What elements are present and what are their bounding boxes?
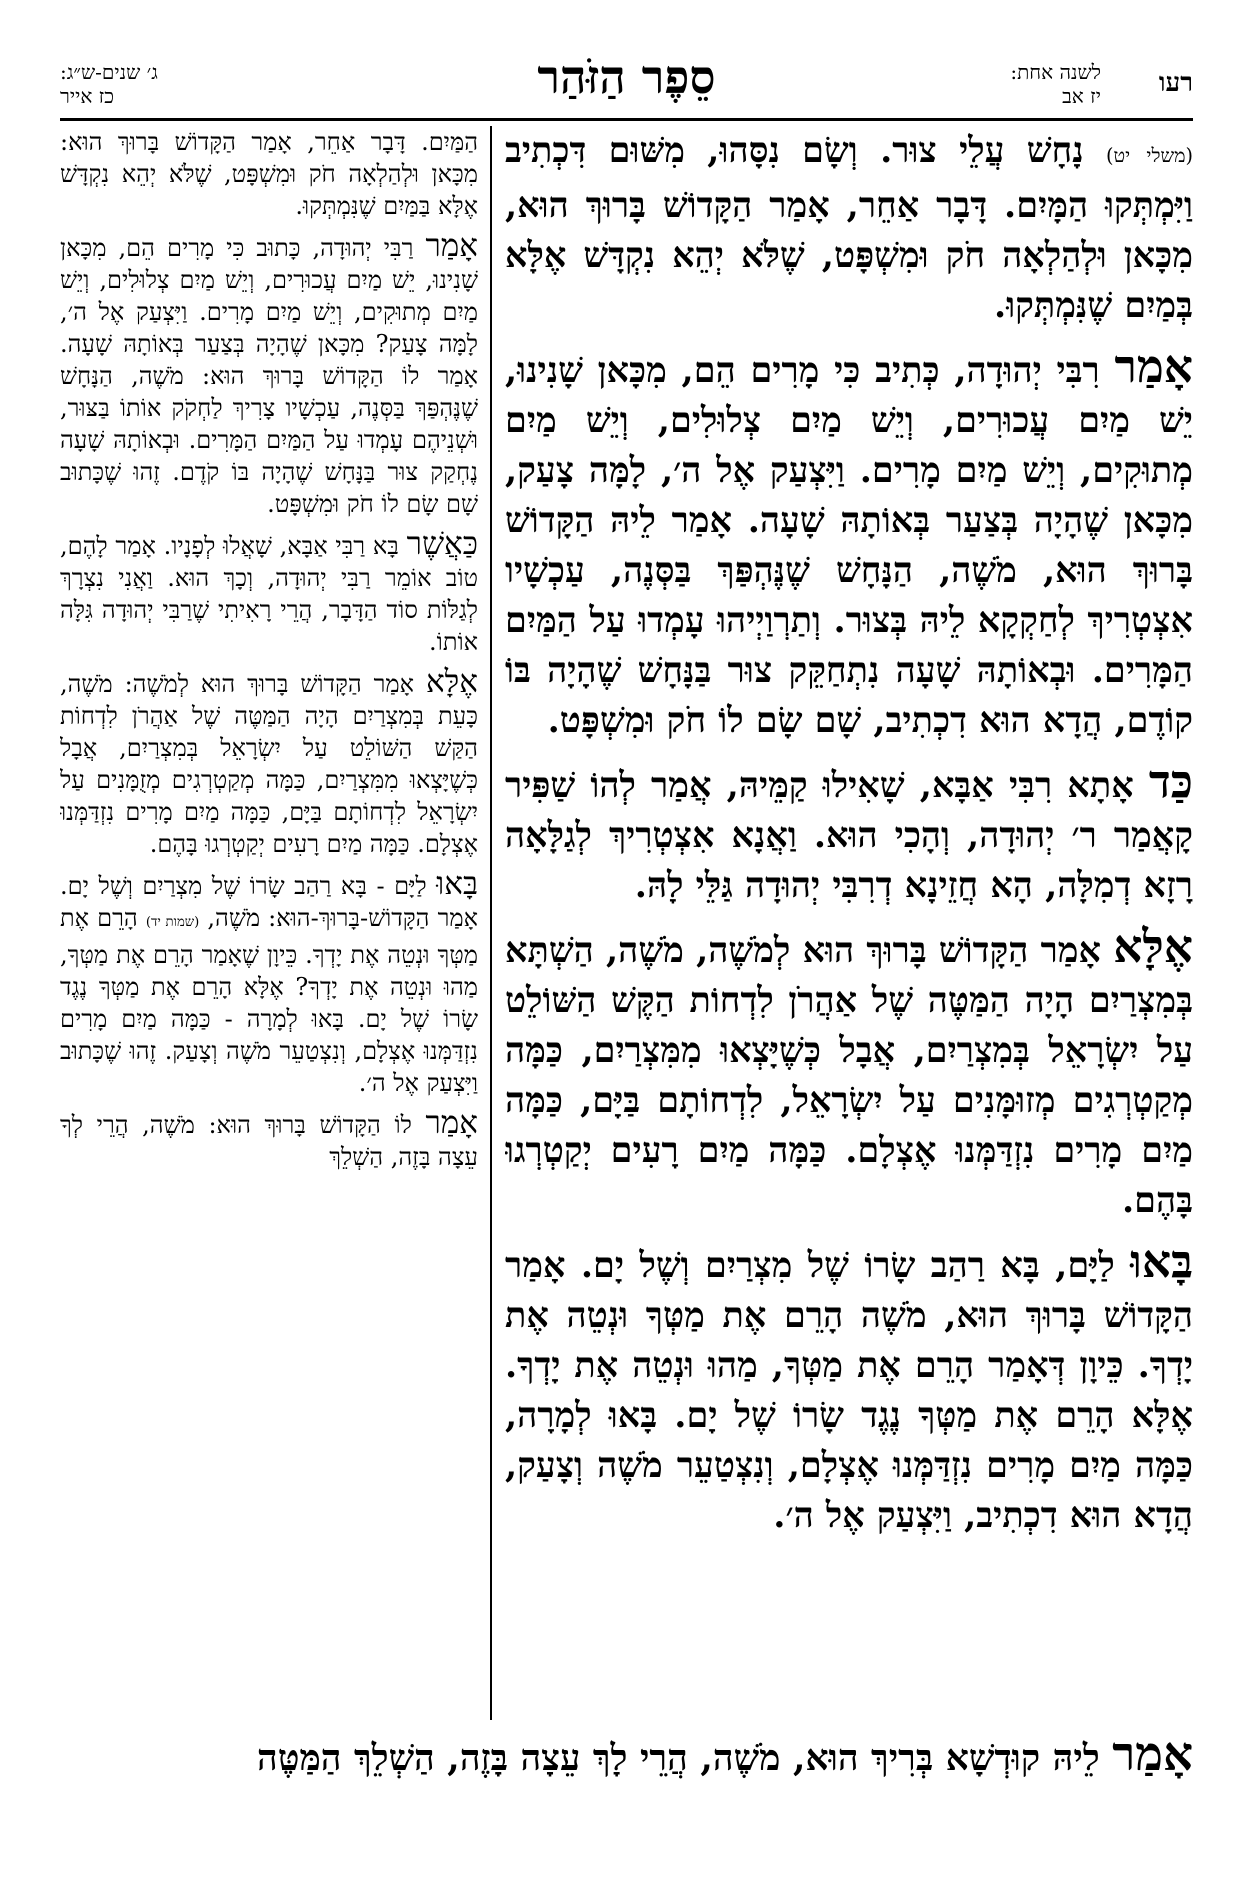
main-paragraph-4 — [505, 921, 1193, 1226]
source-citation: (שמות יד) — [145, 915, 200, 930]
page-number: רעו — [1158, 68, 1193, 98]
main-paragraph-2 — [505, 341, 1193, 746]
opening-word: אָמַר — [425, 228, 478, 264]
source-citation: (משלי יט) — [1105, 144, 1193, 167]
side-paragraph-2 — [60, 230, 478, 520]
main-paragraph-5 — [505, 1236, 1193, 1541]
paragraph-text: רַבִּי יְהוּדָה, כָּתוּב כִּי מָרִים הֵם, מִכָּאן שָׁנִינוּ, יֵשׁ מַיִם עֲכוּרִים, וְיֵשׁ מַיִם צְלוּלִים, וְיֵשׁ מַיִם מְתוּקִים, וְיֵשׁ מַיִם מָרִים. וַיִּצְעַק אֶל ה׳, לָמָּה צָעַק? מִכָּאן שֶׁהָיָה בְּצַעַר בְּאוֹתָהּ שָׁעָה. אָמַר לוֹ הַקָּדוֹשׁ בָּרוּךְ הוּא: מֹשֶׁה, הַנָּחָשׁ שֶׁנֶּהְפַּךְ בַּסְּנֶה, עַכְשָׁיו צָרִיךְ לַחְקֹק אוֹתוֹ בַּצּוּר, וּשְׁנֵיהֶם עָמְדוּ עַל הַמַּיִם הַמָּרִים. וּבְאוֹתָהּ שָׁעָה נֶחְקַק צוּר בַּנָּחָשׁ שֶׁהָיָה בּוֹ קֹדֶם. זֶהוּ שֶׁכָּתוּב שָׁם שָׂם לוֹ חֹק וּמִשְׁפָּט. — [60, 234, 478, 518]
paragraph-text: לוֹ הַקָּדוֹשׁ בָּרוּךְ הוּא: מֹשֶׁה, הֲרֵי לְךָ עֵצָה בָּזֶה, הַשְׁלֵךְ — [60, 1111, 478, 1171]
column-divider — [490, 126, 492, 1720]
page-header — [60, 48, 1193, 118]
opening-word: כַּאֲשֶׁר — [406, 526, 478, 562]
cycle-label: ג׳ שנים-ש״ג: — [60, 60, 158, 84]
book-title: סֵפֶר הַזֹּהַר — [537, 50, 716, 104]
paragraph-text: הַמַּיִם. דָּבָר אַחֵר, אָמַר הַקָּדוֹשׁ בָּרוּךְ הוּא: מִכָּאן וּלְהַלְאָה חֹק וּמִשְׁפָּט, שֶׁלֹּא יְהֵא נִקְדָּשׁ אֶלָּא בַּמַּיִם שֶׁנִּמְתְּקוּ. — [60, 128, 478, 220]
main-paragraph-3 — [505, 756, 1193, 911]
header-divider — [60, 118, 1193, 121]
side-paragraph-3 — [60, 528, 478, 658]
opening-word: אָמַר — [425, 1105, 478, 1141]
paragraph-text: רִבִּי יְהוּדָה, כְּתִיב כִּי מָרִים הֵם, מִכָּאן שָׁנִינוּ, יֵשׁ מַיִם עֲכוּרִים, וְיֵשׁ מַיִם צְלוּלִים, וְיֵשׁ מַיִם מְתוּקִים, וְיֵשׁ מַיִם מָרִים. וַיִּצְעַק אֶל ה׳, לָמָּה צָעַק, מִכָּאן שֶׁהָיָה בְּצַעַר בְּאוֹתָהּ שָׁעָה. אָמַר לֵיהּ הַקָּדוֹשׁ בָּרוּךְ הוּא, מֹשֶׁה, הַנָּחָשׁ שֶׁנֶּהְפַּךְ בַּסְּנֶה, עַכְשָׁיו אִצְטְרִיךְ לְחַקְקָא לֵיהּ בְּצוּר. וְתַרְוַיְיהוּ עָמְדוּ עַל הַמַּיִם הַמָּרִים. וּבְאוֹתָהּ שָׁעָה נִתְחַקֵּק צוּר בַּנָּחָשׁ שֶׁהָיָה בּוֹ קוֹדֶם, הֲדָא הוּא דִכְתִיב, שָׁם שָׂם לוֹ חֹק וּמִשְׁפָּט. — [505, 350, 1193, 741]
paragraph-text: לַיָּם, בָּא רַהַב שָׂרוֹ שֶׁל מִצְרַיִם וְשֶׁל יָם. אָמַר הַקָּדוֹשׁ בָּרוּךְ הוּא, מֹשֶׁה הָרֵם אֶת מַטְּךָ וּנְטֵה אֶת יָדְךָ. כֵּיוָן דְּאָמַר הָרֵם אֶת מַטְּךָ, מַהוּ וּנְטֵה אֶת יָדְךָ. אֶלָּא הָרֵם אֶת מַטְּךָ נֶגֶד שָׂרוֹ שֶׁל יָם. בָּאוּ לְמָרָה, כַּמָּה מַיִם מָרִים נִזְדַּמְּנוּ אֶצְלָם, וְנִצְטַעֵר מֹשֶׁה וְצָעַק, הֲדָא הוּא דִכְתִיב, וַיִּצְעַק אֶל ה׳. — [505, 1245, 1193, 1536]
paragraph-text: הָרֵם אֶת מַטְּךָ וּנְטֵה אֶת יָדְךָ. כֵּיוָן שֶׁאָמַר הָרֵם אֶת מַטְּךָ, מַהוּ וּנְטֵה אֶת יָדְךָ? אֶלָּא הָרֵם אֶת מַטְּךָ נֶגֶד שָׂרוֹ שֶׁל יָם. בָּאוּ לְמָרָה - כַּמָּה מַיִם מָרִים נִזְדַּמְּנוּ אֶצְלָם, וְנִצְטַעֵר מֹשֶׁה וְצָעַק. זֶהוּ שֶׁכָּתוּב וַיִּצְעַק אֶל ה׳. — [60, 904, 478, 1097]
opening-word: בָּאוּ — [1130, 1234, 1193, 1288]
paragraph-text: לֵיהּ קוּדְשָׁא בְּרִיךְ הוּא, מֹשֶׁה, הֲרֵי לָךְ עֵצָה בָּזֶה, הַשְׁלֵךְ הַמַּטֶּה — [257, 1737, 1100, 1779]
opening-word: בָּאוּ — [436, 866, 478, 902]
opening-word: אָמַר — [1114, 339, 1193, 393]
continuation-line — [60, 1730, 1193, 1783]
paragraph-text: אָתָא רִבִּי אַבָּא, שָׁאִילוּ קַמֵּיהּ, אֲמַר לְהוֹ שַׁפִּיר קָאֲמַר ר׳ יְהוּדָה, וְהָכִי הוּא. וַאֲנָא אִצְטְרִיךְ לְגַלָּאָה רָזָא דְמִלָּה, הָא חֲזֵינָא דְרִבִּי יְהוּדָה גַּלֵּי לָהּ. — [505, 765, 1193, 906]
main-column-aramaic — [505, 126, 1193, 1720]
study-label: לשנה אחת: — [1010, 60, 1101, 84]
paragraph-text: אָמַר הַקָּדוֹשׁ בָּרוּךְ הוּא לְמֹשֶׁה: מֹשֶׁה, כָּעֵת בְּמִצְרַיִם הָיָה הַמַּטֶּה שֶׁל אַהֲרֹן לִדְחוֹת הַקַּשׁ הַשּׁוֹלֵט עַל יִשְׂרָאֵל בְּמִצְרַיִם, אֲבָל כְּשֶׁיָּצְאוּ מִמִּצְרַיִם, כַּמָּה מְקַטְרְגִים מְזֻמָּנִים עַל יִשְׂרָאֵל לִדְחוֹתָם בַּיָּם, כַּמָּה מַיִם מָרִים נִזְדַּמְּנוּ אֶצְלָם. כַּמָּה מַיִם רָעִים יְקַטְרְגוּ בָּהֶם. — [60, 670, 478, 858]
study-schedule-three-years — [60, 60, 158, 108]
paragraph-text: נָחָשׁ עֲלֵי צוּר. וְשָׂם נִסָּהוּ, מִשּׁוּם דִּכְתִיב וַיִּמְתְּקוּ הַמָּיִם. דָּבָר אַחֵר, אָמַר הַקָּדוֹשׁ בָּרוּךְ הוּא, מִכָּאן וּלְהַלְאָה חֹק וּמִשְׁפָּט, שֶׁלֹּא יְהֵא נִקְדָּשׁ אֶלָּא בְּמַיִם שֶׁנִּמְתְּקוּ. — [505, 130, 1193, 326]
side-paragraph-5 — [60, 868, 478, 1099]
side-paragraph-1 — [60, 126, 478, 222]
side-column-hebrew — [60, 126, 478, 1720]
opening-word: אֶלָּא — [1113, 919, 1193, 973]
opening-word: כַּד — [1148, 754, 1193, 808]
cycle-date: כז אייר — [60, 84, 115, 108]
opening-word: אֶלָּא — [425, 664, 478, 700]
opening-word: אָמַר — [1112, 1730, 1193, 1782]
main-paragraph-1 — [505, 126, 1193, 331]
paragraph-text: לַיָּם - בָּא רַהַב שָׂרוֹ שֶׁל מִצְרַיִם וְשֶׁל יָם. אָמַר הַקָּדוֹשׁ-בָּרוּךְ-הוּא: מֹשֶׁה, — [60, 872, 478, 932]
paragraph-text: אָמַר הַקָּדוֹשׁ בָּרוּךְ הוּא לְמֹשֶׁה, מֹשֶׁה, הַשְׁתָּא בְּמִצְרַיִם הָיָה הַמַּטֶּה שֶׁל אַהֲרֹן לִדְחוֹת הַקֶּשׁ הַשּׁוֹלֵט עַל יִשְׂרָאֵל בְּמִצְרַיִם, אֲבָל כְּשֶׁיָּצְאוּ מִמִּצְרַיִם, כַּמָּה מְקַטְרְגִים מְזוּמָּנִים עַל יִשְׂרָאֵל, לִדְחוֹתָם בַּיָּם, כַּמָּה מַיִם מָרִים נִזְדַּמְּנוּ אֶצְלָם. כַּמָּה מַיִם רָעִים יְקַטְרְגוּ בָּהֶם. — [505, 930, 1193, 1221]
study-date: יז אב — [1062, 84, 1101, 108]
paragraph-text: בָּא רַבִּי אַבָּא, שָׁאֲלוּ לְפָנָיו. אָמַר לָהֶם, טוֹב אוֹמֵר רַבִּי יְהוּדָה, וְכָךְ הוּא. וַאֲנִי נִצְרָךְ לְגַלּוֹת סוֹד הַדָּבָר, הֲרֵי רָאִיתִי שֶׁרַבִּי יְהוּדָה גִּלָּה אוֹתוֹ. — [60, 532, 478, 656]
side-paragraph-4 — [60, 666, 478, 860]
side-paragraph-6 — [60, 1107, 478, 1173]
